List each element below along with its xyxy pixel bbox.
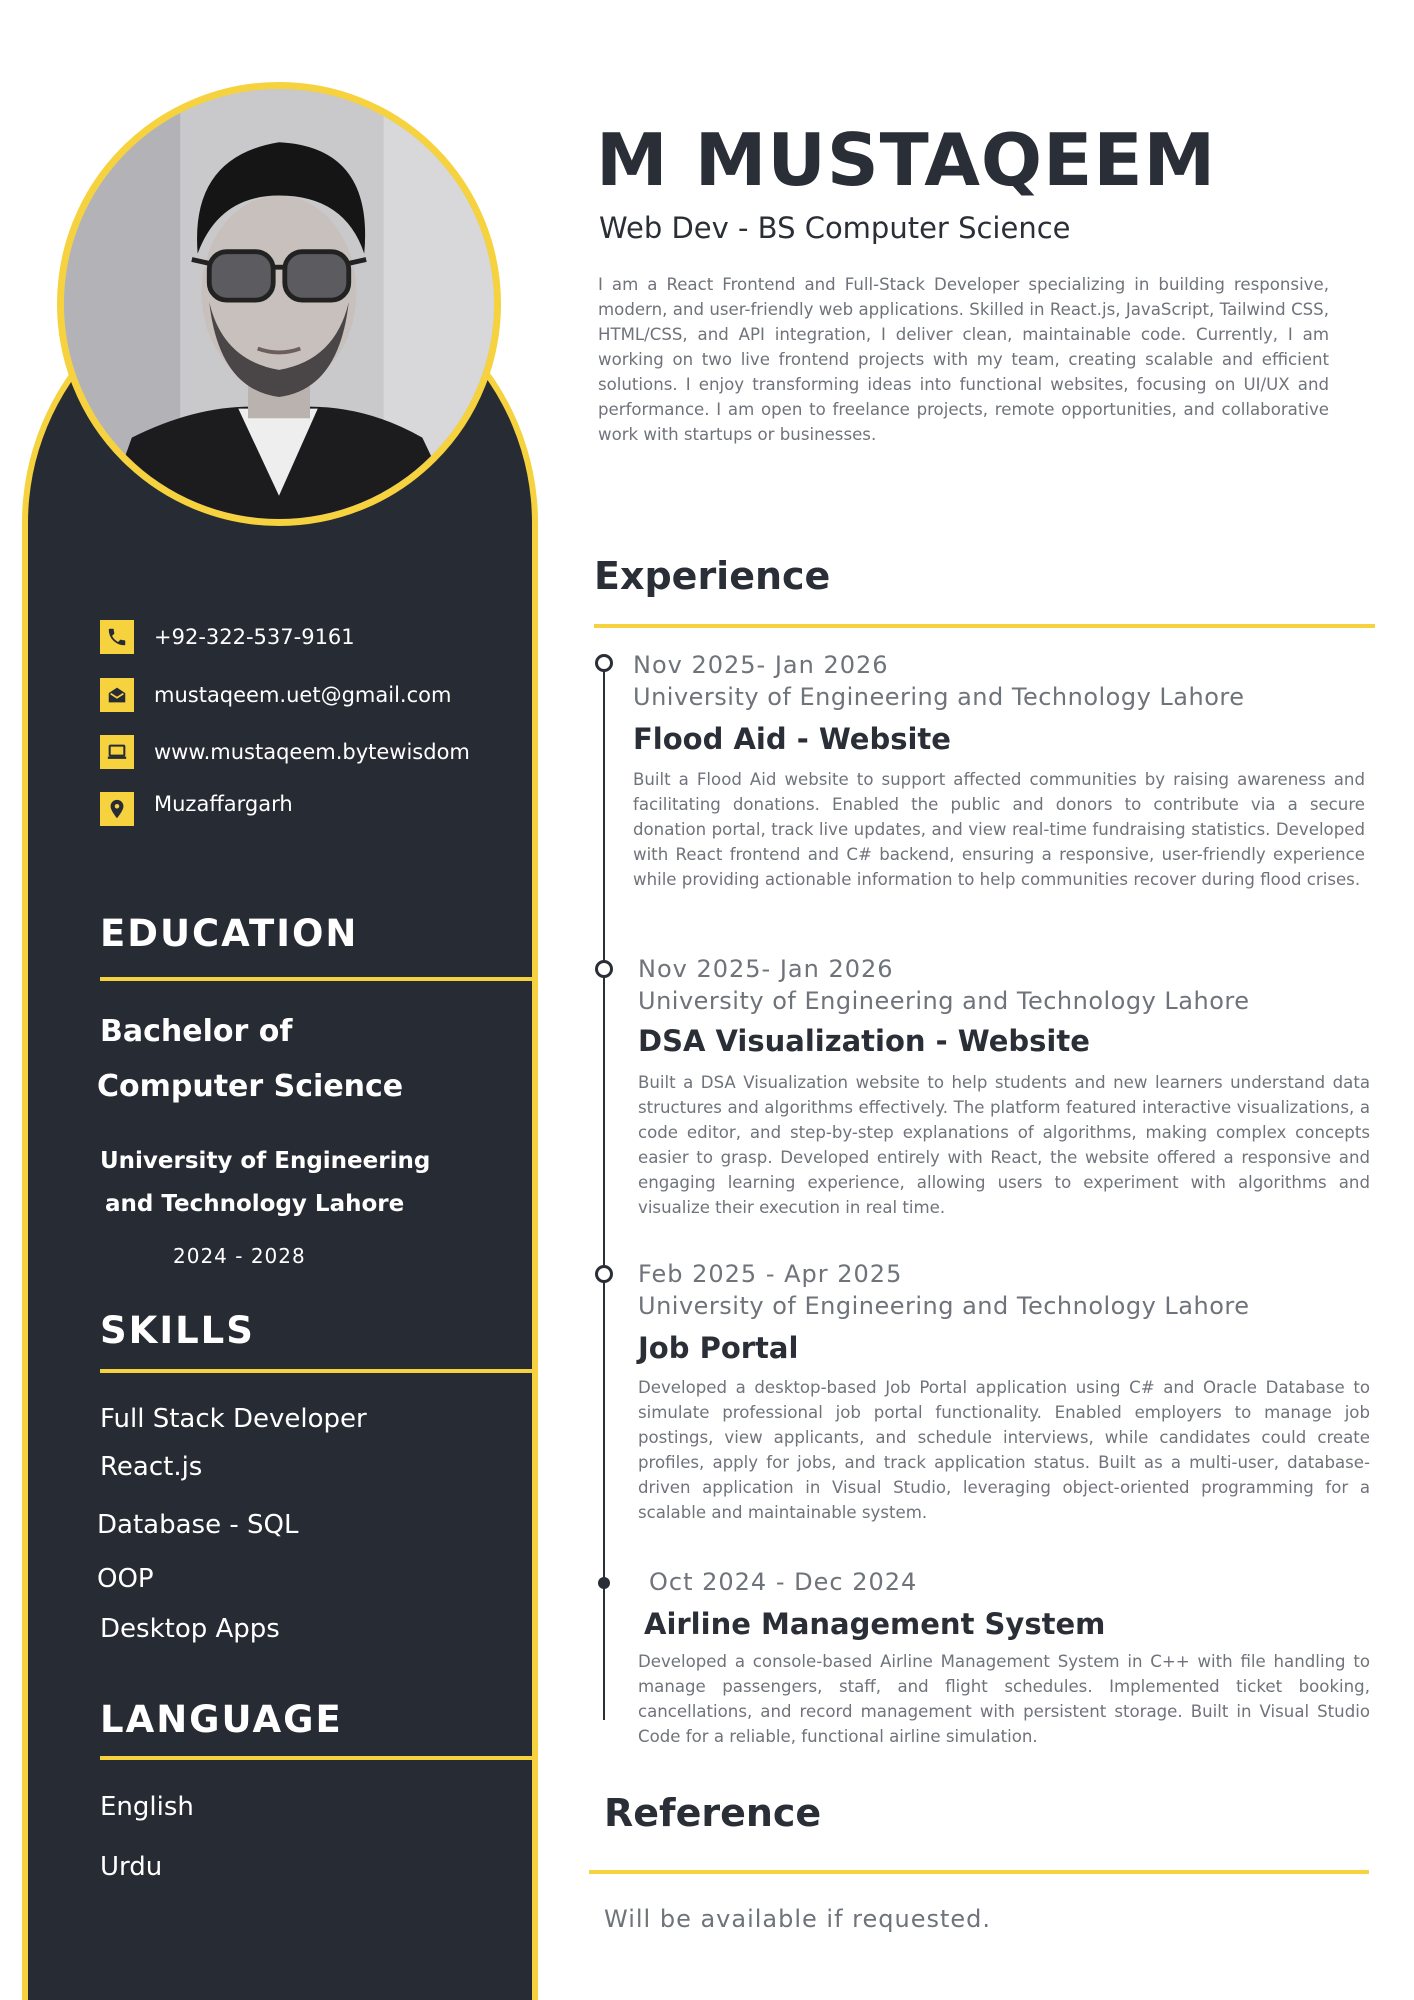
- experience-title: Flood Aid - Website: [633, 722, 951, 756]
- contact-website: [100, 735, 520, 769]
- email-text[interactable]: mustaqeem.uet@gmail.com: [154, 683, 452, 707]
- skill-item: React.js: [100, 1452, 203, 1482]
- mail-icon: [100, 678, 134, 712]
- experience-title: DSA Visualization - Website: [638, 1024, 1090, 1058]
- school-line-1: University of Engineering: [100, 1148, 431, 1174]
- school-line-2: and Technology Lahore: [105, 1191, 405, 1217]
- experience-desc: Built a Flood Aid website to support affected communities by raising awareness and facilitating donations. Enabled the public and donors to contribute via a secure donation portal, track live updates, and view real-time fundraising statistics. Developed with React frontend and C# backend, ensuring a responsive, user-friendly experience while providing actionable information to help communities recover during flood crises.: [633, 770, 1365, 889]
- language-divider: [100, 1756, 534, 1760]
- skills-heading: SKILLS: [100, 1309, 255, 1352]
- website-text[interactable]: www.mustaqeem.bytewisdom: [154, 740, 470, 764]
- profile-photo: [57, 82, 501, 526]
- skill-item: OOP: [97, 1564, 154, 1594]
- experience-desc: Developed a desktop-based Job Portal application using C# and Oracle Database to simulate professional job portal functionality. Enabled employers to manage job postings, view applicants, and schedule interviews, while candidates could create profiles, apply for jobs, and track application status. Built as a multi-user, database-driven application in Visual Studio, leveraging object-oriented programming for a scalable and maintainable system.: [638, 1378, 1370, 1522]
- experience-org: University of Engineering and Technology Lahore: [638, 987, 1250, 1015]
- location-text: Muzaffargarh: [154, 792, 293, 816]
- reference-text: Will be available if requested.: [604, 1905, 992, 1933]
- experience-title: Job Portal: [638, 1331, 799, 1365]
- experience-desc: Developed a console-based Airline Management System in C++ with file handling to manage passengers, staff, and flight schedules. Implemented ticket booking, cancellations, and record management with persistent storage. Built in Visual Studio Code for a reliable, functional airline simulation.: [638, 1652, 1370, 1746]
- experience-date: Nov 2025- Jan 2026: [633, 651, 889, 679]
- experience-date: Feb 2025 - Apr 2025: [638, 1260, 903, 1288]
- language-item: Urdu: [100, 1852, 163, 1882]
- skills-divider: [100, 1369, 534, 1373]
- reference-heading: Reference: [604, 1791, 822, 1835]
- timeline-dot: [595, 1265, 613, 1283]
- phone-text[interactable]: +92-322-537-9161: [154, 625, 355, 649]
- contact-email: [100, 678, 520, 712]
- experience-heading: Experience: [594, 554, 831, 598]
- education-years: 2024 - 2028: [173, 1244, 306, 1268]
- degree-line-2: Computer Science: [97, 1069, 404, 1104]
- experience-title: Airline Management System: [644, 1607, 1106, 1641]
- laptop-icon: [100, 735, 134, 769]
- timeline-dot: [595, 960, 613, 978]
- language-item: English: [100, 1792, 194, 1822]
- timeline-line: [603, 662, 605, 1720]
- degree-line-1: Bachelor of: [100, 1014, 293, 1049]
- candidate-name: M MUSTAQEEM: [596, 118, 1217, 202]
- skill-item: Desktop Apps: [100, 1614, 280, 1644]
- contact-phone: [100, 620, 520, 654]
- profile-summary: I am a React Frontend and Full-Stack Developer specializing in building responsive, modern, and user-friendly web applications. Skilled in React.js, JavaScript, Tailwind CSS, HTML/CSS, and API integration, I deliver clean, maintainable code. Currently, I am working on two live frontend projects with my team, creating scalable and efficient solutions. I enjoy transforming ideas into functional websites, focusing on UI/UX and performance. I am open to freelance projects, remote opportunities, and collaborative work with startups or businesses.: [598, 275, 1329, 444]
- experience-date: Nov 2025- Jan 2026: [638, 955, 894, 983]
- skill-item: Database - SQL: [97, 1510, 299, 1540]
- location-pin-icon: [100, 792, 134, 826]
- experience-divider: [594, 624, 1375, 628]
- person-portrait-icon: [64, 89, 494, 519]
- experience-date: Oct 2024 - Dec 2024: [649, 1568, 918, 1596]
- timeline-dot: [598, 1577, 610, 1589]
- experience-desc: Built a DSA Visualization website to help students and new learners understand data structures and algorithms effectively. The platform featured interactive visualizations, a code editor, and step-by-step explanations of algorithms, making complex concepts easier to grasp. Developed entirely with React, the website offered a responsive and engaging learning experience, allowing users to experiment with algorithms and visualize their execution in real time.: [638, 1073, 1370, 1217]
- education-divider: [100, 977, 534, 981]
- experience-org: University of Engineering and Technology Lahore: [638, 1292, 1250, 1320]
- phone-icon: [100, 620, 134, 654]
- timeline-dot: [595, 654, 613, 672]
- candidate-role: Web Dev - BS Computer Science: [599, 211, 1071, 245]
- contact-location: [100, 792, 520, 826]
- reference-divider: [589, 1870, 1369, 1874]
- experience-org: University of Engineering and Technology Lahore: [633, 683, 1245, 711]
- skill-item: Full Stack Developer: [100, 1404, 367, 1434]
- language-heading: LANGUAGE: [100, 1698, 343, 1741]
- education-heading: EDUCATION: [100, 912, 359, 955]
